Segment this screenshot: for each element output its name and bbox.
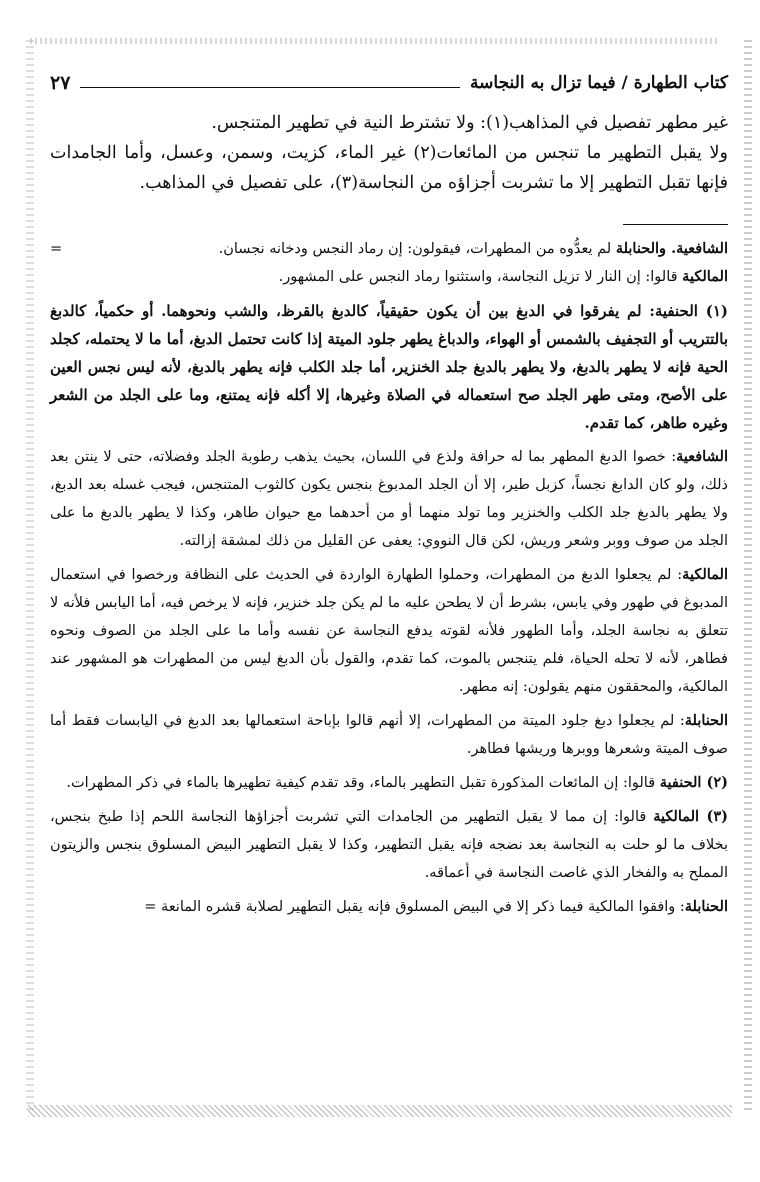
footnote-text: : لم يفرقوا في الدبغ بين أن يكون حقيقياً، كالدبغ بالقرظ، والشب ونحوهما. أو حكمياً، كالدبغ بالتتريب أو التجفيف بالشمس أو الهواء، والدباغ يطهر جلود الميتة إذا كانت تحتمل الدبغ، أما ما لا يحتمله، كجلد الحية فإنه لا يطهر بالدبغ، ولا يطهر بالدبغ جلد الخنزير، أما جلد الكلب فإنه يطهر بالدبغ، لأنه ليس نجس العين على الأصح، ومتى طهر الجلد صح استعماله في الصلاة وغيرها، إلا أكله فإنه يمتنع، وما على الجلد من الشعر وغيره طاهر، كما تقدم.: [50, 302, 728, 432]
footnote-label: (٣) المالكية: [653, 808, 728, 825]
footnote-text: قالوا: إن مما لا يقبل التطهير من الجامدات التي تشربت أجزاؤها النجاسة اللحم إذا طبخ بنجس، بخلاف ما لو حلت به النجاسة بعد نضجه فإنه يقبل التطهير، وكذا لا يقبل التطهير البيض المسلوق بنجس والزيتون المملح به والفخار الذي غاصت النجاسة في أعماقه.: [50, 809, 728, 881]
footnote-text: : خصوا الدبغ المطهر بما له حرافة ولذع في اللسان، بحيث يذهب رطوبة الجلد وفضلاته، حتى لا ينتن بعد ذلك، ولو كان الدابغ نجساً، كزبل طير، إلا أن الجلد المدبوغ بنجس يكون كالثوب المتنجس، فيجب غسله بعد الدبغ، ولا يطهر بالدبغ جلد الكلب والخنزير وما تولد منهما أو من أحدهما مع حيوان طاهر، وكذا لا يطهر بالدبغ ما على الجلد من صوف ووبر وشعر وريش، لكن قال النووي: يعفى عن القليل من ذلك لمشقة إزالته.: [50, 449, 728, 549]
footnote-3-hanbali: [50, 893, 728, 921]
main-paragraph-2: ولا يقبل التطهير ما تنجس من المائعات(٢) غير الماء، كزيت، وسمن، وعسل، وأما الجامدات فإنها تقبل التطهير إلا ما تشربت أجزاؤه من النجاسة(٣)، على تفصيل في المذاهب.: [50, 143, 728, 193]
footnote-label: (١) الحنفية: [654, 302, 728, 320]
footnote-1-shafii: [50, 443, 728, 555]
footnote-text: : لم يجعلوا الدبغ من المطهرات، وحملوا الطهارة الواردة في الحديث على النظافة ورخصوا في استعمال المدبوغ في طهور وفي يابس، بشرط أن لا يطحن عليه ما لم يكن جلد خنزير، فإنه لا يرخص فيه، أما اليابس فلأنه لا تتعلق به نجاسة الجلد، وأما الطهور فلأنه لقوته يدفع النجاسة عن نفسه وأما ما على الجلد من الصوف ونحوه فطاهر، لأنه لا تحله الحياة، فلم يتنجس بالموت، كما تقدم، والقول بأن الدبغ ليس من المطهرات هو المشهور عند المالكية، والمحققون منهم يقولون: إنه مطهر.: [50, 567, 728, 695]
book-page: [50, 68, 728, 927]
footnote-text: لم يعدُّوه من المطهرات، فيقولون: إن رماد النجس ودخانه نجسان.: [218, 241, 616, 257]
scan-border-left: [26, 40, 34, 1112]
footnote-1-maliki: [50, 561, 728, 701]
school-label: الحنابلة: [684, 712, 728, 729]
scan-border-top: [30, 38, 720, 44]
main-paragraph-1: غير مطهر تفصيل في المذاهب(١): ولا تشترط النية في تطهير المتنجس.: [211, 113, 728, 133]
main-text: [50, 108, 728, 198]
chapter-title: كتاب الطهارة / فيما تزال به النجاسة: [470, 73, 728, 93]
footnote-text: : لم يجعلوا دبغ جلود الميتة من المطهرات، إلا أنهم قالوا بإباحة استعمالها بعد الدبغ في اليابسات فقط أما صوف الميتة وشعرها ووبرها وريشها فطاهر.: [50, 713, 728, 757]
scan-border-right: [744, 40, 752, 1112]
page-number: ٢٧: [50, 72, 71, 94]
school-label: المالكية: [682, 268, 728, 285]
footnote-separator: [623, 224, 728, 225]
scan-border-bottom: [28, 1105, 732, 1117]
footnote-1-hanafi: [50, 297, 728, 437]
footnotes: [50, 235, 728, 921]
running-header: [50, 68, 728, 98]
footnote-text: قالوا: إن النار لا تزيل النجاسة، واستثنوا رماد النجس على المشهور.: [278, 269, 683, 285]
footnote-text: قالوا: إن المائعات المذكورة تقبل التطهير بالماء، وقد تقدم كيفية تطهيرها بالماء في ذكر المطهرات.: [66, 775, 660, 791]
footnote-text: : وافقوا المالكية فيما ذكر إلا في البيض المسلوق فإنه يقبل التطهير لصلابة قشره المانعة =: [144, 899, 685, 915]
continuation-mark: =: [50, 241, 63, 257]
school-label: الشافعية: [676, 448, 728, 465]
school-label: الشافعية. والحنابلة: [615, 240, 728, 257]
footnote-1-hanbali: [50, 707, 728, 763]
school-label: المالكية: [682, 566, 728, 583]
footnote-2-hanafi: [50, 769, 728, 797]
header-rule: [80, 87, 460, 88]
footnote-label: (٢) الحنفية: [659, 774, 728, 791]
footnote-continued-shafii: [50, 235, 728, 291]
school-label: الحنابلة: [684, 898, 728, 915]
footnote-3-maliki: [50, 803, 728, 887]
